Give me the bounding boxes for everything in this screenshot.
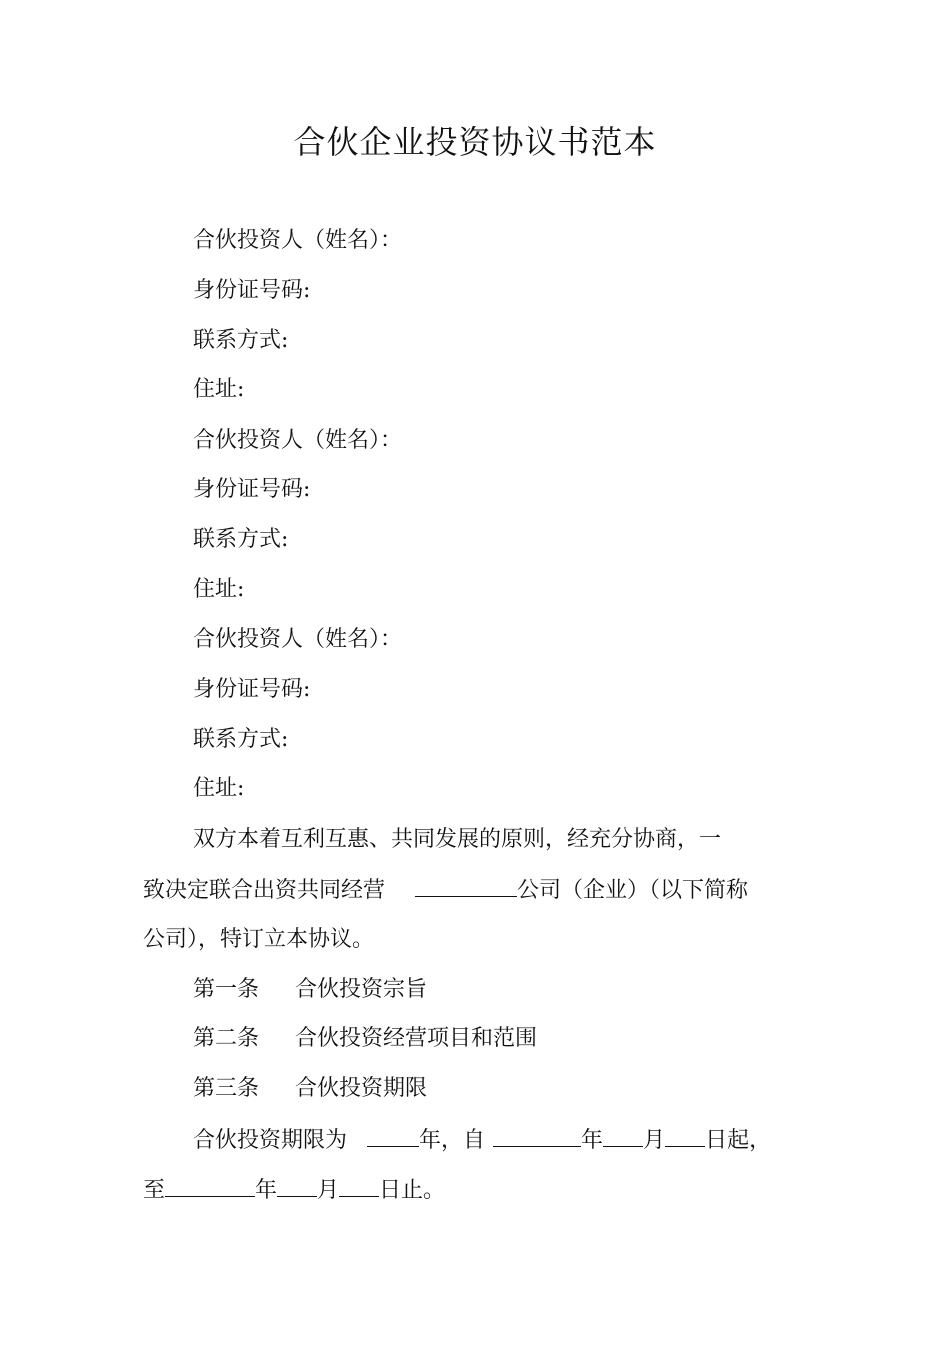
article-3-number: 第三条 xyxy=(193,1076,260,1101)
article-2-title: 合伙投资经营项目和范围 xyxy=(295,1026,538,1051)
partner-3-contact-label: 联系方式: xyxy=(193,727,289,752)
partner-1-name-label: 合伙投资人（姓名）： xyxy=(193,228,403,253)
end-day-unit: 日止。 xyxy=(379,1178,446,1203)
article-3-title: 合伙投资期限 xyxy=(295,1076,428,1101)
article-1 xyxy=(193,974,427,1006)
end-year-blank xyxy=(165,1174,255,1197)
start-year-blank xyxy=(493,1124,581,1147)
partner-1-contact-label: 联系方式: xyxy=(193,328,289,353)
preamble-line-1: 双方本着互利互惠、共同发展的原则，经充分协商，一 xyxy=(193,827,722,852)
term-line-1 xyxy=(193,1124,771,1157)
start-year-unit: 年 xyxy=(581,1128,604,1153)
end-month-unit: 月 xyxy=(317,1178,340,1203)
start-day-blank xyxy=(665,1124,705,1147)
end-month-blank xyxy=(277,1174,317,1197)
document-title: 合伙企业投资协议书范本 xyxy=(293,123,657,161)
partner-2-name-label: 合伙投资人（姓名）： xyxy=(193,428,403,453)
article-2 xyxy=(193,1023,537,1055)
start-month-unit: 月 xyxy=(643,1128,666,1153)
start-month-blank xyxy=(603,1124,643,1147)
end-year-unit: 年 xyxy=(255,1178,278,1203)
partner-3-id-label: 身份证号码: xyxy=(193,677,311,702)
term-line-2 xyxy=(143,1174,445,1207)
company-name-blank xyxy=(415,874,517,897)
partner-2-id-label: 身份证号码: xyxy=(193,477,311,502)
partner-3-name-label: 合伙投资人（姓名）： xyxy=(193,627,403,652)
preamble-line-3: 公司），特订立本协议。 xyxy=(143,927,375,952)
partner-2-contact-label: 联系方式: xyxy=(193,527,289,552)
end-day-blank xyxy=(339,1174,379,1197)
partner-3-address-label: 住址: xyxy=(193,776,245,801)
term-to: 至 xyxy=(143,1178,166,1203)
article-2-number: 第二条 xyxy=(193,1026,260,1051)
preamble-line-2 xyxy=(143,874,748,907)
partner-1-id-label: 身份证号码: xyxy=(193,278,311,303)
term-year-unit: 年， xyxy=(419,1128,464,1153)
term-from: 自 xyxy=(463,1128,486,1153)
term-years-blank xyxy=(367,1124,419,1147)
article-3 xyxy=(193,1073,427,1105)
start-day-unit: 日起， xyxy=(705,1128,772,1153)
article-1-number: 第一条 xyxy=(193,977,260,1002)
partner-2-address-label: 住址: xyxy=(193,577,245,602)
preamble-line-2-after: 公司（企业）（以下简称 xyxy=(517,878,749,903)
article-1-title: 合伙投资宗旨 xyxy=(295,977,428,1002)
term-label: 合伙投资期限为 xyxy=(193,1128,348,1153)
partner-1-address-label: 住址: xyxy=(193,377,245,402)
preamble-line-2-before: 致决定联合出资共同经营 xyxy=(143,878,386,903)
